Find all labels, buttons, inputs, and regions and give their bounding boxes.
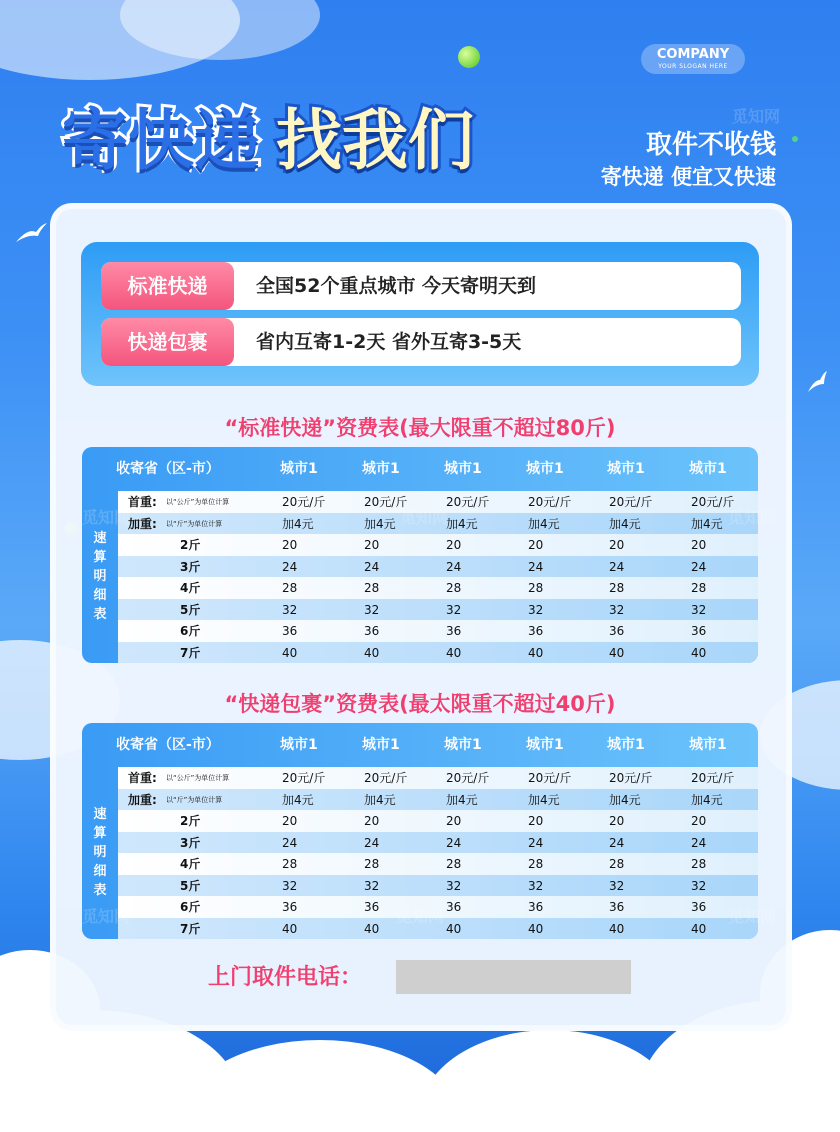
- service-row-standard: [101, 262, 741, 310]
- cloud-floor-2: [180, 1040, 460, 1132]
- row-value: 24: [609, 559, 625, 574]
- header-city: 城市1: [607, 461, 645, 477]
- row-value: 40: [691, 645, 707, 660]
- row-value: 36: [364, 624, 380, 638]
- row-value: 32: [446, 602, 462, 617]
- row-value: 28: [528, 581, 544, 595]
- row-value: 28: [528, 857, 544, 871]
- row-value: 28: [691, 857, 707, 871]
- table-header: [82, 723, 758, 767]
- row-label: 5斤: [180, 878, 201, 893]
- side-label-char: 细: [93, 588, 107, 603]
- table-row: [118, 767, 758, 789]
- row-value: 32: [282, 878, 298, 893]
- row-value: 36: [282, 624, 298, 638]
- company-name: COMPANY: [656, 47, 730, 62]
- row-value: 加4元: [282, 792, 314, 807]
- row-value: 32: [528, 602, 544, 617]
- row-value: 32: [609, 602, 625, 617]
- table-row: [118, 642, 758, 664]
- row-value: 40: [282, 645, 298, 660]
- row-value: 加4元: [282, 516, 314, 531]
- row-label: 加重:: [128, 792, 157, 807]
- side-label-char: 速: [93, 807, 107, 822]
- row-value: 20: [609, 814, 625, 828]
- row-value: 20元/斤: [364, 495, 408, 509]
- row-label: 加重:: [128, 516, 157, 531]
- row-value: 20: [609, 538, 625, 552]
- watermark: 觅知网: [396, 907, 445, 926]
- row-value: 40: [446, 921, 462, 936]
- side-label-char: 明: [93, 569, 107, 584]
- watermark: 觅知网: [240, 1077, 289, 1096]
- row-value: 20: [528, 538, 544, 552]
- tagline: [601, 128, 776, 192]
- row-value: 28: [282, 581, 298, 595]
- row-value: 40: [528, 921, 544, 936]
- row-value: 20元/斤: [609, 771, 653, 785]
- service-tag: 标准快递: [101, 262, 234, 310]
- row-value: 20: [282, 538, 298, 552]
- row-note: 以“公斤”为单位计算: [166, 774, 230, 782]
- pickup-phone-label: 上门取件电话：: [208, 965, 363, 990]
- tagline-line1: 取件不收钱: [645, 130, 776, 160]
- row-value: 40: [609, 645, 625, 660]
- bird-icon: [14, 222, 48, 246]
- row-label: 3斤: [180, 559, 201, 574]
- header-city: 城市1: [362, 737, 400, 753]
- row-value: 加4元: [364, 792, 396, 807]
- row-value: 28: [691, 581, 707, 595]
- table-row: [118, 832, 758, 854]
- row-value: 36: [691, 624, 707, 638]
- row-value: 20: [446, 814, 462, 828]
- row-value: 36: [528, 900, 544, 914]
- watermark: 觅知网: [82, 907, 131, 926]
- service-tag: 快递包裹: [101, 318, 234, 366]
- row-value: 20元/斤: [691, 771, 735, 785]
- row-value: 40: [528, 645, 544, 660]
- row-value: 20元/斤: [446, 771, 490, 785]
- service-box: [81, 242, 759, 386]
- row-value: 24: [446, 559, 462, 574]
- row-label: 2斤: [180, 538, 201, 552]
- watermark: 觅知网: [732, 107, 781, 126]
- row-value: 40: [609, 921, 625, 936]
- row-value: 36: [609, 624, 625, 638]
- row-value: 28: [364, 857, 380, 871]
- rate-table-standard: [82, 447, 758, 663]
- watermark: 觅知网: [562, 1077, 611, 1096]
- row-value: 28: [282, 857, 298, 871]
- row-label: 7斤: [180, 645, 201, 660]
- row-value: 40: [364, 645, 380, 660]
- row-label: 7斤: [180, 921, 201, 936]
- row-value: 24: [364, 835, 380, 850]
- green-ball-icon: [458, 46, 480, 68]
- row-value: 32: [691, 878, 707, 893]
- pickup-phone-value: [396, 960, 631, 994]
- side-label-char: 算: [93, 826, 107, 841]
- table-row: [118, 599, 758, 621]
- row-value: 24: [282, 835, 298, 850]
- row-value: 40: [282, 921, 298, 936]
- header-city: 城市1: [444, 737, 482, 753]
- table-title-parcel: “快递包裹”资费表(最太限重不超过40斤): [224, 692, 616, 716]
- row-value: 32: [609, 878, 625, 893]
- row-value: 28: [364, 581, 380, 595]
- row-value: 24: [609, 835, 625, 850]
- watermark: 觅知网: [562, 281, 611, 300]
- row-label: 3斤: [180, 835, 201, 850]
- headline-part2: 找我们: [276, 102, 474, 179]
- table-row: [118, 620, 758, 642]
- row-value: 32: [528, 878, 544, 893]
- header-city: 城市1: [280, 461, 318, 477]
- row-value: 24: [528, 835, 544, 850]
- side-label-char: 表: [93, 883, 107, 898]
- row-value: 20: [446, 538, 462, 552]
- row-note: 以“公斤”为单位计算: [166, 498, 230, 506]
- row-value: 20元/斤: [282, 495, 326, 509]
- row-label: 6斤: [180, 624, 201, 638]
- row-value: 36: [528, 624, 544, 638]
- row-label: 6斤: [180, 900, 201, 914]
- header-city: 城市1: [689, 461, 727, 477]
- row-label: 5斤: [180, 602, 201, 617]
- side-label-char: 算: [93, 550, 107, 565]
- row-value: 36: [691, 900, 707, 914]
- side-label-char: 细: [93, 864, 107, 879]
- row-value: 20元/斤: [528, 495, 572, 509]
- header-city: 城市1: [444, 461, 482, 477]
- header-city: 城市1: [526, 737, 564, 753]
- header-region-label: 收寄省（区-市）: [116, 737, 220, 753]
- tagline-line2: 寄快递 便宜又快速: [600, 165, 776, 189]
- row-value: 28: [609, 581, 625, 595]
- watermark: 觅知网: [728, 907, 777, 926]
- header-city: 城市1: [607, 737, 645, 753]
- header-region-label: 收寄省（区-市）: [116, 461, 220, 477]
- service-text: 全国52个重点城市 今天寄明天到: [256, 275, 537, 297]
- row-value: 20: [691, 538, 707, 552]
- row-value: 20元/斤: [609, 495, 653, 509]
- row-value: 32: [282, 602, 298, 617]
- row-value: 20: [364, 538, 380, 552]
- side-label-char: 速: [93, 531, 107, 546]
- table-row: [118, 534, 758, 556]
- row-label: 首重:: [128, 771, 157, 785]
- headline-part1: 寄快递: [62, 102, 260, 179]
- row-label: 2斤: [180, 814, 201, 828]
- green-dot-icon: [792, 136, 798, 142]
- row-note: 以“斤”为单位计算: [166, 795, 223, 804]
- row-value: 20: [691, 814, 707, 828]
- row-value: 32: [691, 602, 707, 617]
- row-value: 加4元: [528, 516, 560, 531]
- row-value: 24: [446, 835, 462, 850]
- row-value: 24: [528, 559, 544, 574]
- row-label: 首重:: [128, 495, 157, 509]
- row-value: 32: [446, 878, 462, 893]
- row-value: 36: [446, 900, 462, 914]
- row-label: 4斤: [180, 581, 201, 595]
- row-value: 36: [364, 900, 380, 914]
- headline: [62, 86, 582, 206]
- header-city: 城市1: [362, 461, 400, 477]
- row-value: 28: [446, 857, 462, 871]
- row-value: 28: [609, 857, 625, 871]
- row-value: 20元/斤: [446, 495, 490, 509]
- header-city: 城市1: [526, 461, 564, 477]
- row-value: 40: [364, 921, 380, 936]
- row-value: 36: [446, 624, 462, 638]
- row-value: 20: [528, 814, 544, 828]
- row-value: 24: [364, 559, 380, 574]
- row-label: 4斤: [180, 857, 201, 871]
- table-row: [118, 789, 758, 811]
- company-slogan: YOUR SLOGAN HERE: [658, 63, 728, 70]
- row-value: 32: [364, 878, 380, 893]
- company-badge: [641, 44, 745, 74]
- row-value: 36: [282, 900, 298, 914]
- row-value: 36: [609, 900, 625, 914]
- watermark: 觅知网: [728, 508, 777, 527]
- watermark: 觅知网: [400, 508, 449, 527]
- row-value: 24: [691, 559, 707, 574]
- row-value: 32: [364, 602, 380, 617]
- bird-icon-right: [806, 370, 828, 394]
- row-value: 20: [364, 814, 380, 828]
- row-value: 加4元: [446, 792, 478, 807]
- row-value: 40: [446, 645, 462, 660]
- row-value: 加4元: [691, 792, 723, 807]
- table-title-standard: “标准快递”资费表(最大限重不超过80斤): [224, 416, 616, 440]
- row-value: 20元/斤: [691, 495, 735, 509]
- row-value: 24: [691, 835, 707, 850]
- row-value: 20元/斤: [282, 771, 326, 785]
- row-note: 以“斤”为单位计算: [166, 519, 223, 528]
- header-city: 城市1: [280, 737, 318, 753]
- table-header: [82, 447, 758, 491]
- table-row: [118, 875, 758, 897]
- row-value: 28: [446, 581, 462, 595]
- row-value: 20元/斤: [364, 771, 408, 785]
- row-value: 24: [282, 559, 298, 574]
- table-row: [118, 853, 758, 875]
- row-value: 加4元: [528, 792, 560, 807]
- side-label-char: 表: [93, 607, 107, 622]
- row-value: 40: [691, 921, 707, 936]
- row-value: 加4元: [364, 516, 396, 531]
- row-value: 加4元: [446, 516, 478, 531]
- table-row: [118, 810, 758, 832]
- table-row: [118, 556, 758, 578]
- row-value: 加4元: [691, 516, 723, 531]
- side-label-char: 明: [93, 845, 107, 860]
- row-value: 20: [282, 814, 298, 828]
- service-row-parcel: [101, 318, 741, 366]
- watermark: 觅知网: [82, 508, 131, 527]
- table-row: [118, 577, 758, 599]
- row-value: 加4元: [609, 516, 641, 531]
- row-value: 加4元: [609, 792, 641, 807]
- header-city: 城市1: [689, 737, 727, 753]
- row-value: 20元/斤: [528, 771, 572, 785]
- service-text: 省内互寄1-2天 省外互寄3-5天: [256, 331, 522, 353]
